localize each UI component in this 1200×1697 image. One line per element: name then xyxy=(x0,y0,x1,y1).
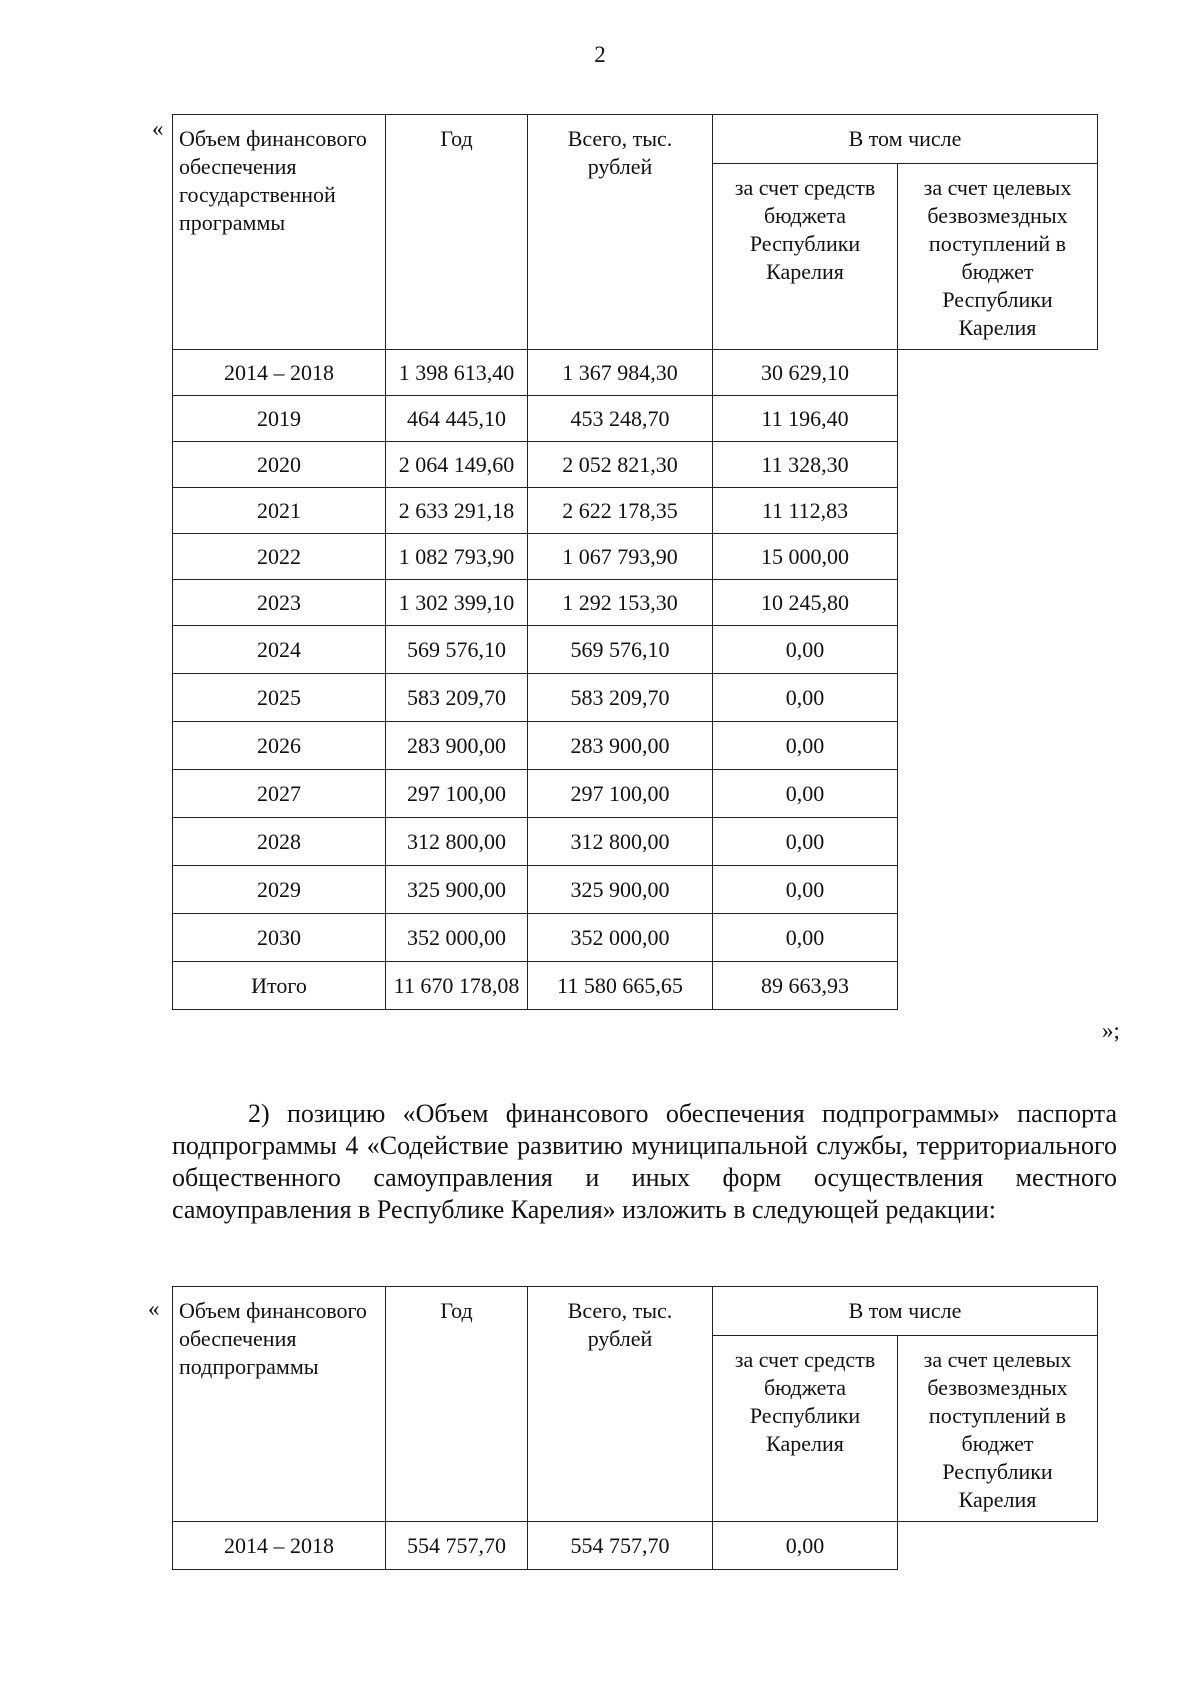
table-row xyxy=(173,914,1098,962)
cell-budget: 569 576,10 xyxy=(528,626,713,674)
cell-total: 297 100,00 xyxy=(386,770,528,818)
cell-total: 1 302 399,10 xyxy=(386,580,528,626)
cell-total: 325 900,00 xyxy=(386,866,528,914)
table-row xyxy=(173,580,1098,626)
financing-table-program xyxy=(172,114,1098,1010)
header-targeted: за счет целевых безвозмездных поступлений в бюджет Республики Карелия xyxy=(898,1336,1098,1522)
cell-budget: 453 248,70 xyxy=(528,396,713,442)
cell-year: 2023 xyxy=(173,580,386,626)
cell-targeted: 0,00 xyxy=(713,722,898,770)
cell-total: 11 670 178,08 xyxy=(386,962,528,1010)
cell-budget: 583 209,70 xyxy=(528,674,713,722)
cell-targeted: 11 196,40 xyxy=(713,396,898,442)
cell-total: 2 064 149,60 xyxy=(386,442,528,488)
cell-total: 352 000,00 xyxy=(386,914,528,962)
table-row xyxy=(173,488,1098,534)
header-budget: за счет средств бюджета Республики Карелия xyxy=(713,164,898,350)
table-row xyxy=(173,818,1098,866)
table-row xyxy=(173,1522,1098,1570)
cell-total: 583 209,70 xyxy=(386,674,528,722)
row-label-cell xyxy=(173,1287,386,1522)
cell-total: 464 445,10 xyxy=(386,396,528,442)
opening-quote-2: « xyxy=(148,1296,160,1321)
cell-budget: 1 067 793,90 xyxy=(528,534,713,580)
cell-budget: 283 900,00 xyxy=(528,722,713,770)
cell-targeted: 0,00 xyxy=(713,1522,898,1570)
cell-total: 554 757,70 xyxy=(386,1522,528,1570)
cell-year: 2021 xyxy=(173,488,386,534)
cell-targeted: 0,00 xyxy=(713,914,898,962)
row-label: Объем финансового обеспечения государственной программы xyxy=(179,126,367,235)
cell-budget: 325 900,00 xyxy=(528,866,713,914)
cell-year: 2014 – 2018 xyxy=(173,1522,386,1570)
table-row xyxy=(173,722,1098,770)
cell-total: 2 633 291,18 xyxy=(386,488,528,534)
cell-targeted: 0,00 xyxy=(713,818,898,866)
financing-table-subprogram xyxy=(172,1286,1098,1570)
cell-budget: 1 367 984,30 xyxy=(528,350,713,396)
row-label-cell xyxy=(173,115,386,350)
cell-total: 312 800,00 xyxy=(386,818,528,866)
closing-quote: »; xyxy=(1102,1018,1120,1043)
table-row xyxy=(173,626,1098,674)
cell-budget: 554 757,70 xyxy=(528,1522,713,1570)
row-label: Объем финансового обеспечения подпрограммы xyxy=(179,1298,367,1379)
cell-targeted: 11 328,30 xyxy=(713,442,898,488)
cell-year: 2019 xyxy=(173,396,386,442)
header-including: В том числе xyxy=(713,115,1098,164)
cell-year: Итого xyxy=(173,962,386,1010)
cell-total: 283 900,00 xyxy=(386,722,528,770)
cell-year: 2027 xyxy=(173,770,386,818)
opening-quote: « xyxy=(152,116,164,141)
cell-total: 1 398 613,40 xyxy=(386,350,528,396)
cell-targeted: 0,00 xyxy=(713,770,898,818)
cell-year: 2026 xyxy=(173,722,386,770)
header-total: Всего, тыс. рублей xyxy=(528,115,713,350)
cell-budget: 2 052 821,30 xyxy=(528,442,713,488)
cell-targeted: 30 629,10 xyxy=(713,350,898,396)
table-row xyxy=(173,674,1098,722)
cell-year: 2025 xyxy=(173,674,386,722)
cell-budget: 1 292 153,30 xyxy=(528,580,713,626)
cell-year: 2020 xyxy=(173,442,386,488)
header-targeted: за счет целевых безвозмездных поступлений в бюджет Республики Карелия xyxy=(898,164,1098,350)
header-including: В том числе xyxy=(713,1287,1098,1336)
cell-budget: 312 800,00 xyxy=(528,818,713,866)
page-number: 2 xyxy=(594,42,606,67)
cell-targeted: 15 000,00 xyxy=(713,534,898,580)
cell-targeted: 11 112,83 xyxy=(713,488,898,534)
cell-total: 1 082 793,90 xyxy=(386,534,528,580)
cell-total: 569 576,10 xyxy=(386,626,528,674)
table-row xyxy=(173,350,1098,396)
amendment-paragraph: 2) позицию «Объем финансового обеспечения подпрограммы» паспорта подпрограммы 4 «Содействие развитию муниципальной службы, территориального общественного самоуправления и иных форм осуществления местного самоуправления в Республике Карелия» изложить в следующей редакции: xyxy=(172,1099,1117,1224)
header-total: Всего, тыс. рублей xyxy=(528,1287,713,1522)
table-row xyxy=(173,962,1098,1010)
header-year: Год xyxy=(386,1287,528,1522)
cell-budget: 2 622 178,35 xyxy=(528,488,713,534)
header-budget: за счет средств бюджета Республики Карелия xyxy=(713,1336,898,1522)
cell-budget: 11 580 665,65 xyxy=(528,962,713,1010)
header-year: Год xyxy=(386,115,528,350)
table-row xyxy=(173,534,1098,580)
cell-targeted: 0,00 xyxy=(713,626,898,674)
cell-budget: 352 000,00 xyxy=(528,914,713,962)
cell-year: 2024 xyxy=(173,626,386,674)
table-row xyxy=(173,396,1098,442)
table-row xyxy=(173,770,1098,818)
cell-year: 2022 xyxy=(173,534,386,580)
cell-year: 2029 xyxy=(173,866,386,914)
cell-targeted: 10 245,80 xyxy=(713,580,898,626)
table-row xyxy=(173,866,1098,914)
cell-targeted: 0,00 xyxy=(713,674,898,722)
cell-year: 2028 xyxy=(173,818,386,866)
cell-year: 2030 xyxy=(173,914,386,962)
cell-budget: 297 100,00 xyxy=(528,770,713,818)
cell-targeted: 89 663,93 xyxy=(713,962,898,1010)
cell-year: 2014 – 2018 xyxy=(173,350,386,396)
table-row xyxy=(173,442,1098,488)
cell-targeted: 0,00 xyxy=(713,866,898,914)
